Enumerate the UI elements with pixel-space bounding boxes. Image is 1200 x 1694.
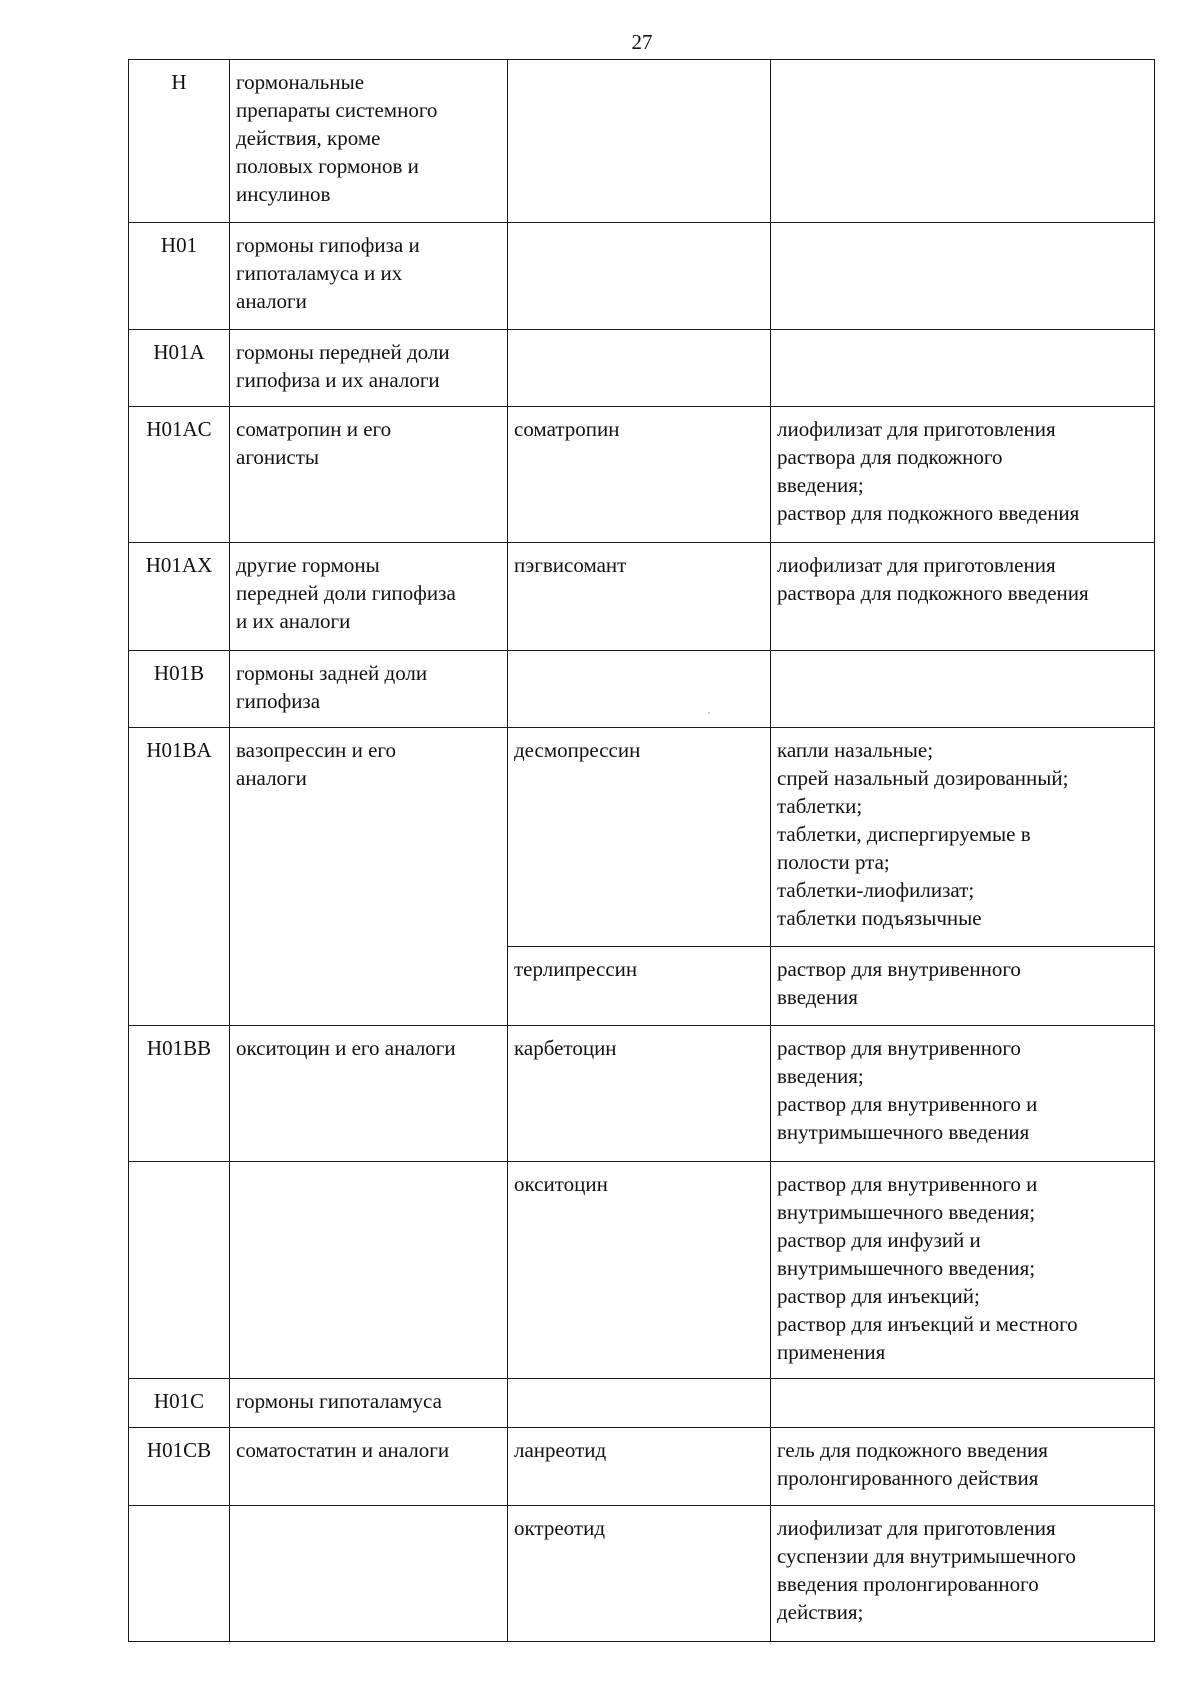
group-name-cell: другие гормоны передней доли гипофиза и их аналоги [230,543,508,651]
atc-code-cell: H01AX [129,543,230,651]
drug-name-cell: соматропин [508,407,771,543]
group-name-cell [230,1506,508,1642]
drug-name-cell: ланреотид [508,1428,771,1506]
atc-code-cell: H01AC [129,407,230,543]
drug-name-cell: пэгвисомант [508,543,771,651]
atc-code-cell [129,1506,230,1642]
dosage-form-cell: лиофилизат для приготовления суспензии для внутримышечного введения пролонгированного действия; [771,1506,1155,1642]
drug-name-cell [508,60,771,223]
table-row [129,1428,1155,1506]
page-number: 27 [631,30,653,54]
group-name-cell: гормоны гипоталамуса [230,1379,508,1428]
dosage-form-cell: лиофилизат для приготовления раствора для подкожного введения; раствор для подкожного введения [771,407,1155,543]
drug-name-cell [508,651,771,728]
group-name-cell [230,1162,508,1379]
dosage-form-cell: раствор для внутривенного и внутримышечного введения; раствор для инфузий и внутримышечного введения; раствор для инъекций; раствор для инъекций и местного применения [771,1162,1155,1379]
atc-code-cell: H01BB [129,1026,230,1162]
table-row [129,1506,1155,1642]
dosage-form-cell [771,330,1155,407]
atc-code-cell [129,1162,230,1379]
scan-speck [708,712,710,714]
drug-name-cell [508,1379,771,1428]
dosage-form-cell [771,223,1155,330]
table-row [129,407,1155,543]
drug-name-cell [508,223,771,330]
dosage-form-cell [771,60,1155,223]
table-row [129,223,1155,330]
atc-code-cell: H01BA [129,728,230,1026]
atc-code-cell: H01CB [129,1428,230,1506]
drug-name-cell: окситоцин [508,1162,771,1379]
drug-name-cell: терлипрессин [508,947,771,1026]
dosage-form-cell: раствор для внутривенного введения [771,947,1155,1026]
drug-name-cell: карбетоцин [508,1026,771,1162]
group-name-cell: гормоны гипофиза и гипоталамуса и их аналоги [230,223,508,330]
dosage-form-cell [771,1379,1155,1428]
group-name-cell: гормоны задней доли гипофиза [230,651,508,728]
table-row [129,1379,1155,1428]
table-row [129,728,1155,947]
dosage-form-cell: капли назальные; спрей назальный дозированный; таблетки; таблетки, диспергируемые в полости рта; таблетки-лиофилизат; таблетки подъязычные [771,728,1155,947]
table-row [129,330,1155,407]
drug-name-cell: десмопрессин [508,728,771,947]
atc-code-cell: H01 [129,223,230,330]
group-name-cell: соматостатин и аналоги [230,1428,508,1506]
group-name-cell: соматропин и его агонисты [230,407,508,543]
group-name-cell: вазопрессин и его аналоги [230,728,508,1026]
drug-classification-table [128,59,1155,1642]
dosage-form-cell: лиофилизат для приготовления раствора для подкожного введения [771,543,1155,651]
table-row [129,60,1155,223]
group-name-cell: гормональные препараты системного действия, кроме половых гормонов и инсулинов [230,60,508,223]
table-row [129,1026,1155,1162]
group-name-cell: гормоны передней доли гипофиза и их аналоги [230,330,508,407]
atc-code-cell: H [129,60,230,223]
dosage-form-cell [771,651,1155,728]
table-row [129,651,1155,728]
table-row [129,1162,1155,1379]
dosage-form-cell: раствор для внутривенного введения; раствор для внутривенного и внутримышечного введения [771,1026,1155,1162]
table-row [129,543,1155,651]
dosage-form-cell: гель для подкожного введения пролонгированного действия [771,1428,1155,1506]
atc-code-cell: H01A [129,330,230,407]
atc-code-cell: H01C [129,1379,230,1428]
drug-name-cell: октреотид [508,1506,771,1642]
atc-code-cell: H01B [129,651,230,728]
group-name-cell: окситоцин и его аналоги [230,1026,508,1162]
drug-name-cell [508,330,771,407]
